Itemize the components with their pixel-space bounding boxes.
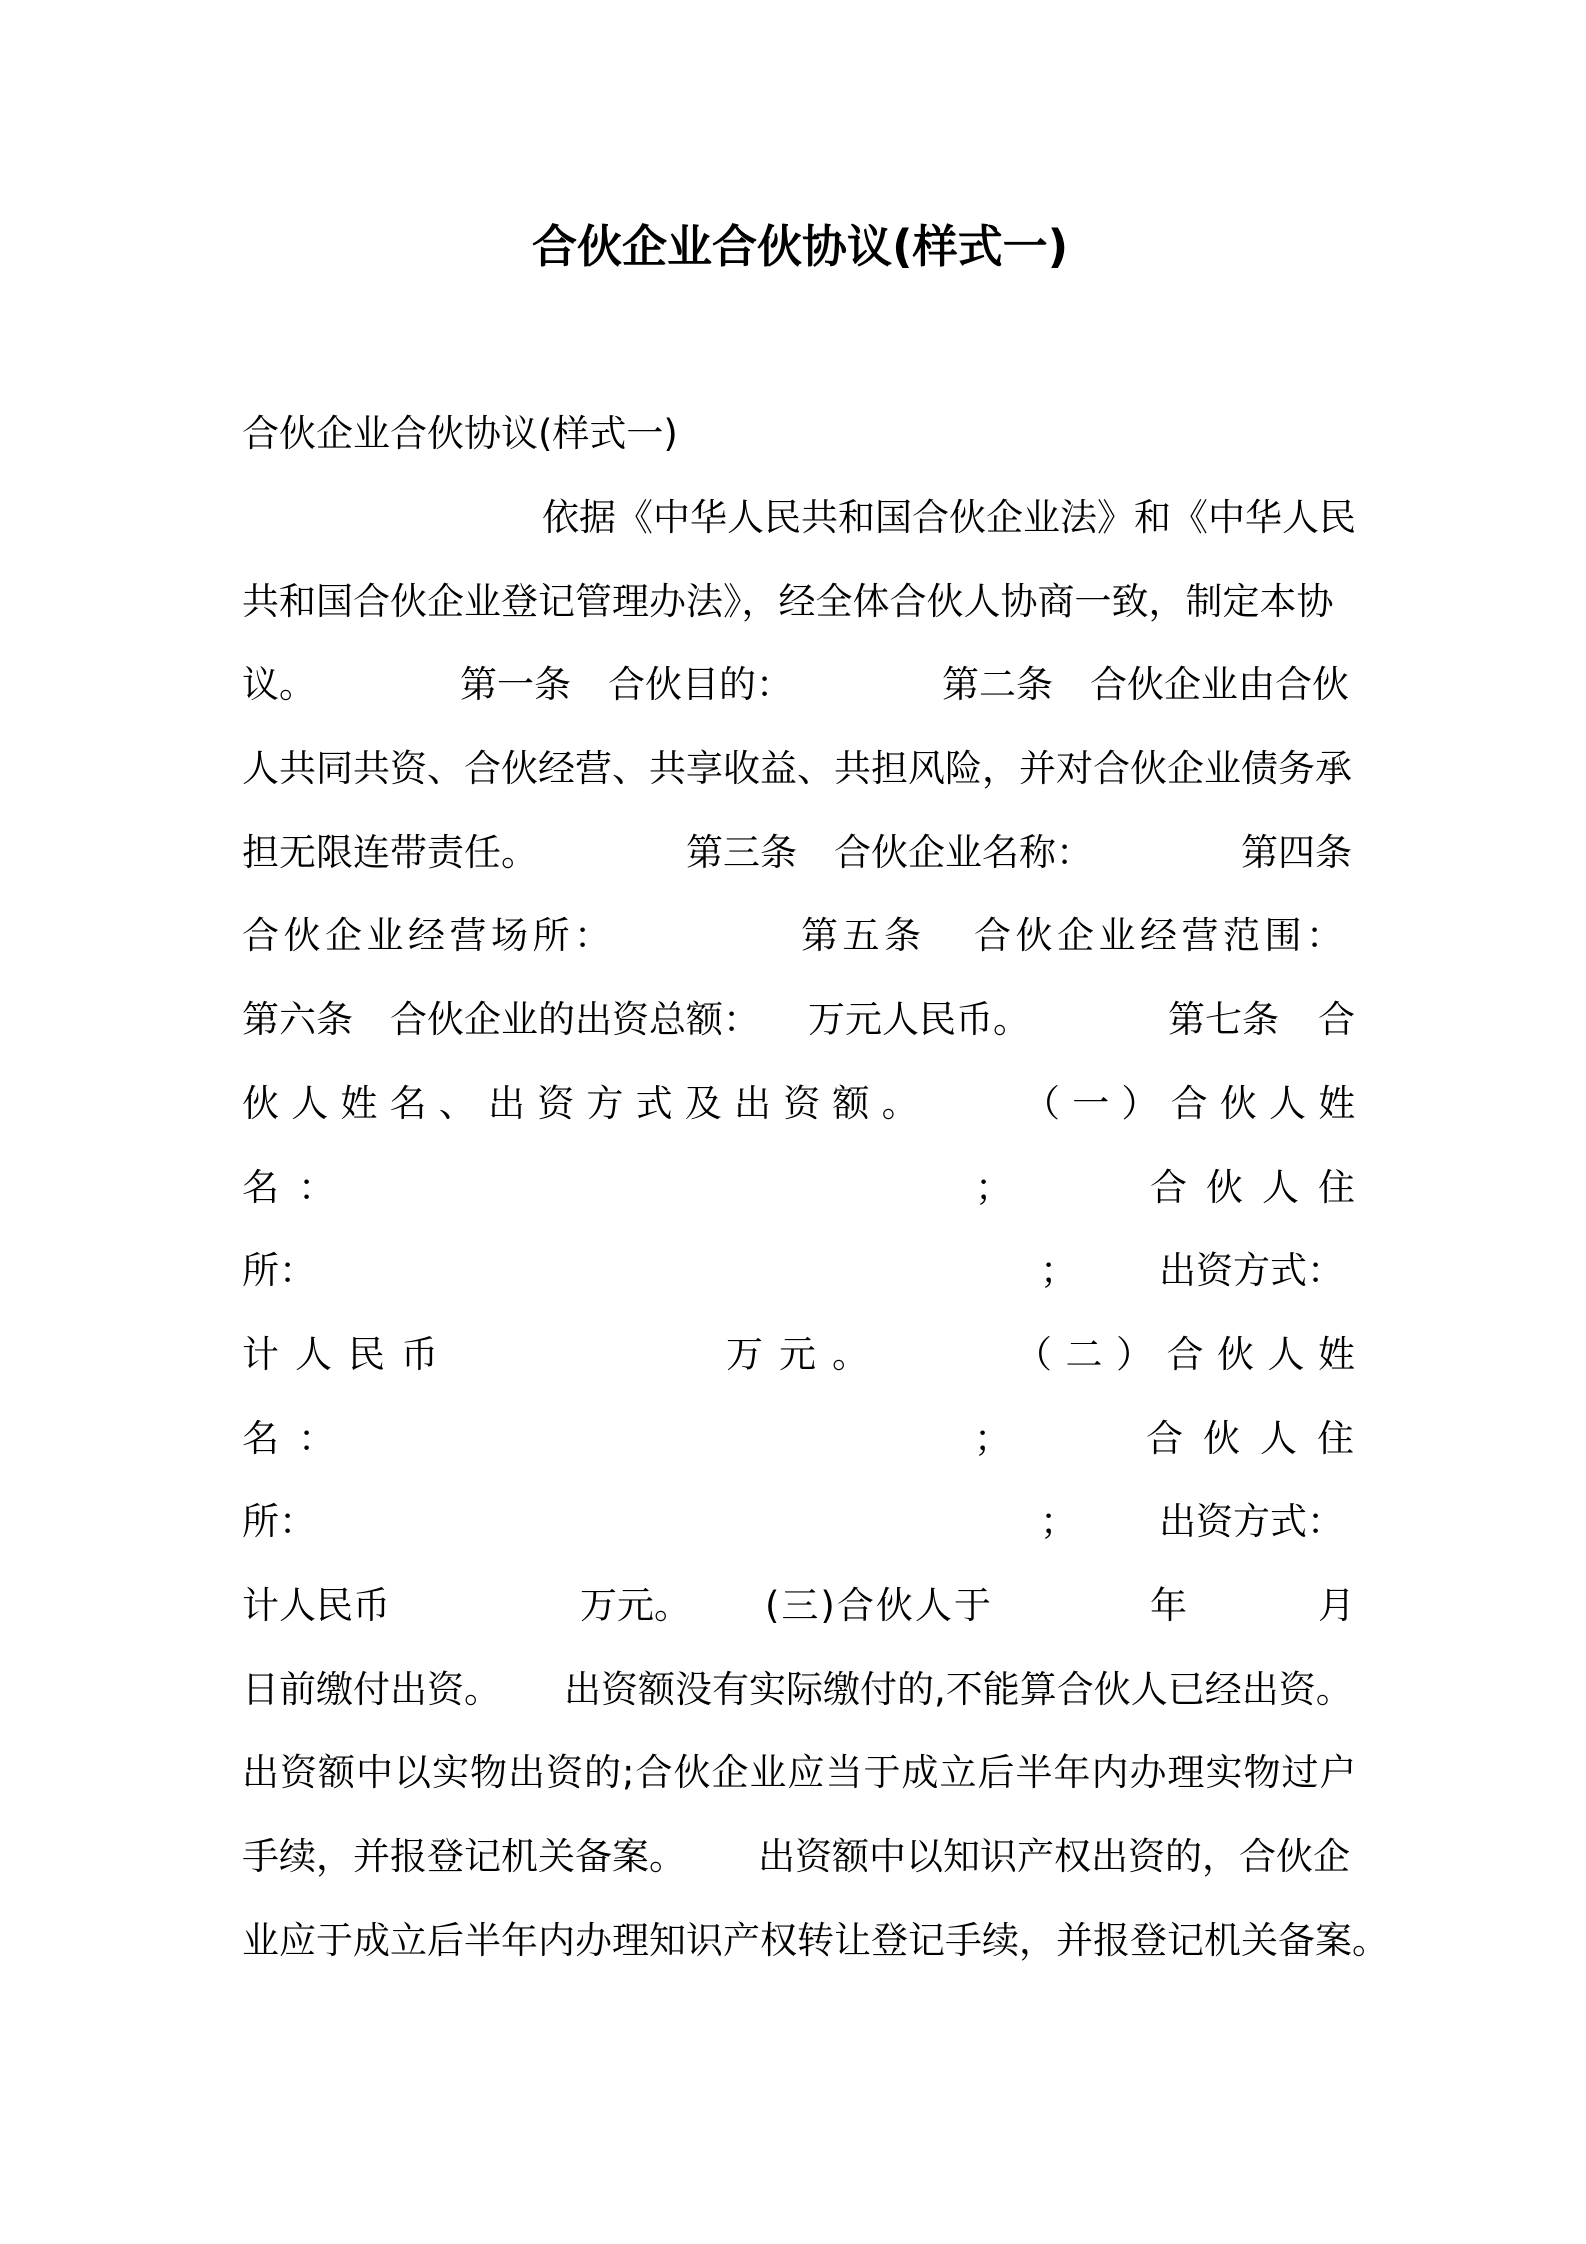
document-title: 合伙企业合伙协议(样式一) — [532, 220, 1069, 273]
text-line — [0, 1748, 1586, 1798]
text-segment: 第一条 合伙目的： — [460, 663, 793, 706]
text-line — [0, 1497, 1586, 1547]
text-segment: (三)合伙人于 — [765, 1584, 993, 1627]
text-segment: 计人民币 — [242, 1584, 390, 1627]
text-segment: 第五条 — [801, 914, 926, 957]
section-heading — [0, 409, 1586, 459]
text-segment: 所： — [242, 1249, 316, 1292]
text-segment: 共和国合伙企业登记管理办法》，经全体合伙人协商一致，制定本协 — [242, 580, 1334, 623]
text-segment: 合伙人住 — [1146, 1417, 1374, 1460]
text-line — [0, 1079, 1586, 1129]
text-line — [0, 744, 1586, 794]
text-segment: 出资方式： — [1159, 1500, 1344, 1543]
text-segment: 出资额没有实际缴付的,不能算合伙人已经出资。 — [564, 1668, 1353, 1711]
text-segment: 手续，并报登记机关备案。 — [242, 1835, 686, 1878]
text-segment: 合 — [1318, 998, 1355, 1041]
text-segment: 月 — [1318, 1584, 1355, 1627]
text-segment: 第七条 — [1168, 998, 1279, 1041]
text-segment: ； — [1040, 1249, 1077, 1292]
text-segment: 万元。 — [580, 1584, 691, 1627]
text-segment: 伙人姓名、出资方式及出资额。 — [242, 1082, 931, 1125]
text-line — [0, 1163, 1586, 1213]
text-segment: （二）合伙人姓 — [1015, 1333, 1369, 1376]
text-line — [0, 1916, 1586, 1966]
text-segment: 第二条 合伙企业由合伙 — [942, 663, 1349, 706]
text-line — [0, 1832, 1586, 1882]
text-segment: 合伙企业合伙协议(样式一) — [242, 412, 678, 455]
text-segment: 所： — [242, 1500, 316, 1543]
text-segment: ； — [1040, 1500, 1077, 1543]
text-line — [0, 995, 1586, 1045]
text-segment: ； — [974, 1417, 1011, 1460]
text-segment: （一）合伙人姓 — [1023, 1082, 1368, 1125]
text-segment: 人共同共资、合伙经营、共享收益、共担风险，并对合伙企业债务承 — [242, 747, 1352, 790]
text-segment: 合伙企业经营场所： — [242, 914, 616, 957]
text-segment: 合伙企业经营范围： — [974, 914, 1348, 957]
text-segment: 担无限连带责任。 — [242, 831, 538, 874]
text-line — [0, 911, 1586, 961]
text-segment: 计人民币 — [242, 1333, 454, 1376]
text-line — [0, 828, 1586, 878]
text-segment: 名： — [242, 1166, 354, 1209]
text-line — [0, 1330, 1586, 1380]
text-segment: 议。 — [242, 663, 316, 706]
text-segment: 年 — [1150, 1584, 1187, 1627]
text-line — [0, 1665, 1586, 1715]
text-segment: 第四条 — [1241, 831, 1352, 874]
text-line — [0, 577, 1586, 627]
text-segment: ； — [975, 1166, 1012, 1209]
text-segment: 合伙人住 — [1150, 1166, 1374, 1209]
text-segment: 业应于成立后半年内办理知识产权转让登记手续，并报登记机关备案。 — [242, 1919, 1389, 1962]
text-segment: 出资额中以实物出资的;合伙企业应当于成立后半年内办理实物过户 — [242, 1751, 1358, 1794]
text-segment: 第三条 合伙企业名称： — [686, 831, 1093, 874]
text-segment: 依据《中华人民共和国合伙企业法》和《中华人民 — [542, 496, 1356, 539]
text-line — [0, 493, 1586, 543]
text-segment: 名： — [242, 1417, 354, 1460]
text-segment: 万元人民币。 — [808, 998, 1030, 1041]
text-segment: 日前缴付出资。 — [242, 1668, 501, 1711]
text-segment: 出资额中以知识产权出资的，合伙企 — [758, 1835, 1350, 1878]
text-segment: 万元。 — [726, 1333, 885, 1376]
text-line — [0, 1246, 1586, 1296]
text-segment: 第六条 合伙企业的出资总额： — [242, 998, 760, 1041]
text-line — [0, 1414, 1586, 1464]
text-line — [0, 660, 1586, 710]
text-line — [0, 1581, 1586, 1631]
text-segment: 出资方式： — [1159, 1249, 1344, 1292]
